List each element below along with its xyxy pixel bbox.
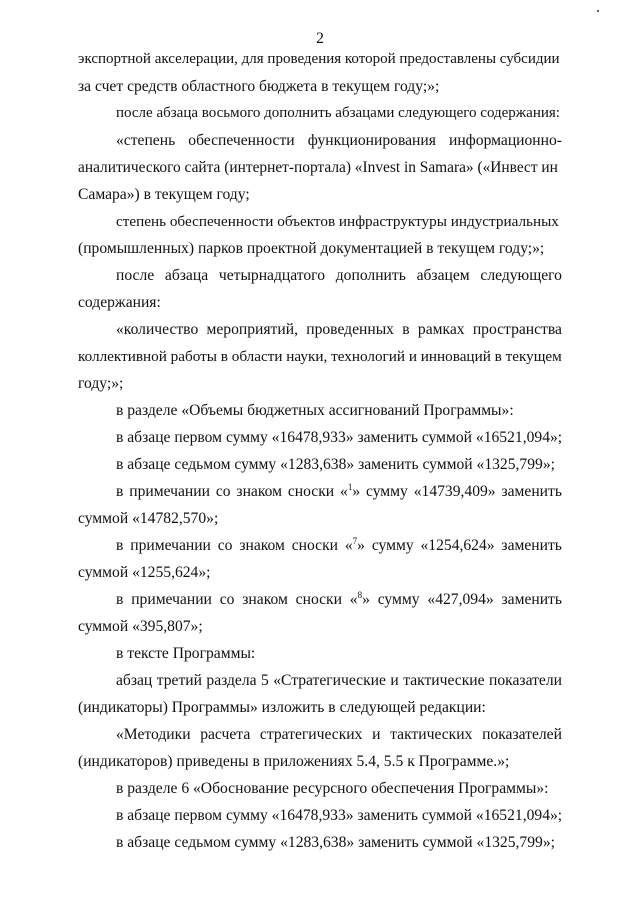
text-line: в абзаце первом сумму «16478,933» заменить суммой «16521,094»; xyxy=(116,807,563,824)
text-line: за счет средств областного бюджета в текущем году;»; xyxy=(78,78,440,95)
text-line: содержания: xyxy=(78,294,161,311)
footnote-ref: «$^1$» xyxy=(340,481,361,500)
text-line: суммой «14782,570»; xyxy=(78,510,219,527)
page-number: 2 xyxy=(316,30,324,47)
word: раздела xyxy=(206,672,257,689)
text-line: аналитического сайта (интернет-портала) «Invest in Samara» («Инвест ин xyxy=(78,159,558,176)
word: показателей xyxy=(482,726,562,743)
text-line-footnote xyxy=(78,586,562,613)
word: в xyxy=(116,591,124,608)
text-line: в абзаце седьмом сумму «1283,638» заменить суммой «1325,799»; xyxy=(116,456,555,473)
text-line: в разделе 6 «Обоснование ресурсного обеспечения Программы»: xyxy=(116,780,549,797)
word: сумму xyxy=(377,591,420,608)
word: абзац xyxy=(116,672,153,689)
word: знаком xyxy=(239,537,285,554)
word: следующего xyxy=(480,267,562,284)
text-line xyxy=(78,316,562,343)
scan-dot xyxy=(597,10,599,12)
word: «Методики xyxy=(116,726,191,743)
text-line xyxy=(78,127,562,154)
word: «1254,624» xyxy=(420,537,495,554)
word: заменить xyxy=(501,537,562,554)
word: мероприятий, xyxy=(206,321,298,338)
text-line: в абзаце первом сумму «16478,933» заменить суммой «16521,094»; xyxy=(116,429,563,446)
word: пространства xyxy=(472,321,562,338)
word: «степень xyxy=(116,132,176,149)
word: абзацем xyxy=(416,267,470,284)
word: со xyxy=(219,591,235,608)
text-line: в разделе «Объемы бюджетных ассигнований Программы»: xyxy=(116,402,514,419)
word: знаком xyxy=(236,483,282,500)
word: примечании xyxy=(129,483,210,500)
word: тактических xyxy=(390,726,473,743)
document-body xyxy=(78,46,562,856)
text-line: суммой «395,807»; xyxy=(78,618,203,635)
word: стратегических xyxy=(259,726,363,743)
word: обеспеченности xyxy=(188,132,295,149)
text-line: экспортной акселерации, для проведения которой предоставлены субсидии xyxy=(78,51,560,67)
text-line xyxy=(78,667,562,694)
word: сноски xyxy=(295,591,342,608)
word: «427,094» xyxy=(427,591,494,608)
word: знаком xyxy=(242,591,288,608)
word: тактические xyxy=(403,672,485,689)
word: после xyxy=(116,267,155,284)
word: 5 xyxy=(261,672,269,689)
text-line: (промышленных) парков проектной документацией в текущем году;»; xyxy=(78,240,545,257)
word: четырнадцатого xyxy=(218,267,325,284)
word: информационно- xyxy=(448,132,562,149)
text-line: степень обеспеченности объектов инфраструктуры индустриальных xyxy=(116,213,559,230)
word: дополнить xyxy=(335,267,406,284)
word: показатели xyxy=(489,672,562,689)
word: в xyxy=(116,537,124,554)
word: проведенных xyxy=(306,321,394,338)
text-line-footnote xyxy=(78,478,562,505)
word: функционирования xyxy=(307,132,436,149)
text-line xyxy=(78,262,562,289)
text-line: суммой «1255,624»; xyxy=(78,564,211,581)
text-line: коллективной работы в области науки, технологий и инноваций в текущем xyxy=(78,348,562,365)
word: «Стратегические xyxy=(273,672,386,689)
word: третий xyxy=(156,672,202,689)
text-line: году;»; xyxy=(78,375,124,392)
word: со xyxy=(217,537,233,554)
word: и xyxy=(372,726,381,743)
text-line-footnote xyxy=(78,532,562,559)
text-line: (индикаторы) Программы» изложить в следующей редакции: xyxy=(78,699,486,716)
word: сумму xyxy=(366,483,408,500)
word: «14739,409» xyxy=(413,483,496,500)
footnote-ref: «$^8$» xyxy=(349,589,370,608)
word: со xyxy=(215,483,231,500)
word: рамках xyxy=(417,321,465,338)
word: в xyxy=(402,321,410,338)
word: в xyxy=(116,483,124,500)
text-line: в тексте Программы: xyxy=(116,645,256,662)
text-line: после абзаца восьмого дополнить абзацами следующего содержания: xyxy=(116,105,560,121)
word: заменить xyxy=(501,483,562,500)
word: сноски xyxy=(287,483,335,500)
word: заменить xyxy=(501,591,562,608)
word: сумму xyxy=(371,537,414,554)
word: «количество xyxy=(116,321,199,338)
text-line: Самара») в текущем году; xyxy=(78,186,250,203)
text-line: в абзаце седьмом сумму «1283,638» заменить суммой «1325,799»; xyxy=(116,834,555,851)
word: абзаца xyxy=(164,267,209,284)
word: примечании xyxy=(130,537,211,554)
word: и xyxy=(390,672,399,689)
word: расчета xyxy=(200,726,251,743)
text-line: (индикаторов) приведены в приложениях 5.4, 5.5 к Программе.»; xyxy=(78,753,510,770)
word: примечании xyxy=(131,591,212,608)
text-line xyxy=(78,721,562,748)
footnote-ref: «$^7$» xyxy=(344,535,365,554)
word: сноски xyxy=(291,537,339,554)
